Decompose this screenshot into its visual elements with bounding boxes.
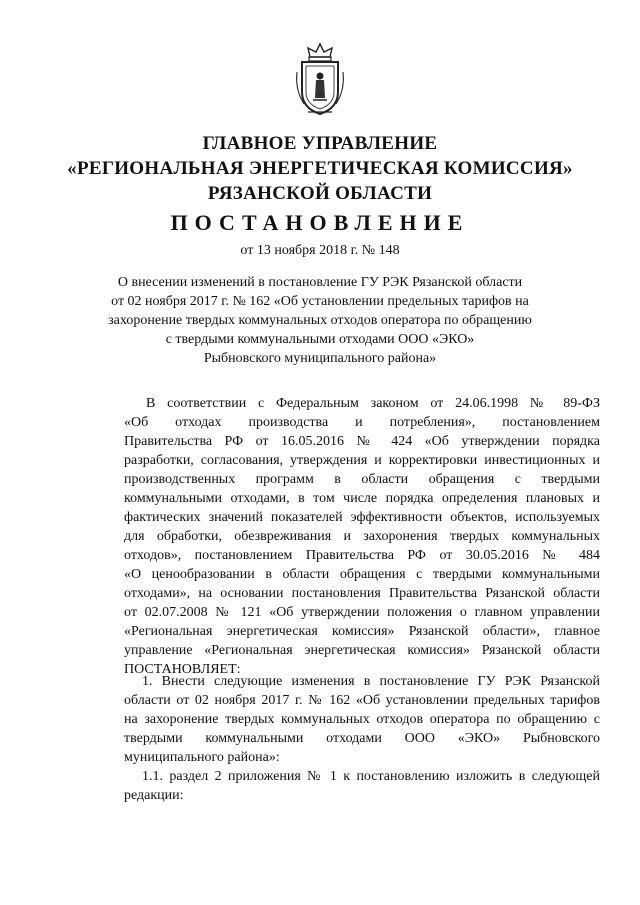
preamble-line: Правительства РФ от 16.05.2016 № 424 «Об утверждении порядка — [124, 434, 600, 449]
preamble-paragraph — [124, 394, 600, 679]
preamble-line: для обработки, обезвреживания и захоронения твердых коммунальных — [124, 529, 600, 544]
item-1-line: 1. Внести следующие изменения в постановление ГУ РЭК Рязанской — [142, 674, 600, 689]
resolves-keyword: ПОСТАНОВЛЯЕТ: — [124, 662, 241, 677]
item-1-line: муниципального района»: — [124, 750, 280, 765]
preamble-line: «Региональная энергетическая комиссия» Рязанской области», главное — [124, 624, 600, 639]
item-1-line: твердыми коммунальными отходами ООО «ЭКО» Рыбновского — [124, 731, 600, 746]
org-name-line-1: ГЛАВНОЕ УПРАВЛЕНИЕ — [202, 133, 438, 154]
preamble-line: коммунальными отходами, в том числе порядка определения плановых и — [124, 491, 600, 506]
subject-line: с твердыми коммунальными отходами ООО «ЭКО» — [165, 332, 475, 347]
subject-line: Рыбновского муниципального района» — [203, 351, 437, 366]
subject-line: захоронение твердых коммунальных отходов оператора по обращению — [108, 313, 532, 328]
document-subject — [0, 273, 640, 368]
org-name-line-2: «РЕГИОНАЛЬНАЯ ЭНЕРГЕТИЧЕСКАЯ КОМИССИЯ» — [67, 158, 573, 179]
preamble-line: от 02.07.2008 № 121 «Об утверждении положения о главном управлении — [124, 605, 600, 620]
coat-of-arms-emblem — [294, 42, 346, 118]
item-1-line: на захоронение твердых коммунальных отходов оператора по обращению с — [124, 712, 600, 727]
document-type-heading: ПОСТАНОВЛЕНИЕ — [170, 210, 470, 235]
document-date-number: от 13 ноября 2018 г. № 148 — [240, 243, 400, 258]
item-1-1-line: 1.1. раздел 2 приложения № 1 к постановлению изложить в следующей — [142, 769, 600, 784]
preamble-line: отходов», постановлением Правительства РФ от 30.05.2016 № 484 — [124, 548, 600, 563]
item-1-1-paragraph — [124, 767, 600, 805]
preamble-line: производственных программ в области обращения с твердыми — [124, 472, 600, 487]
subject-line: от 02 ноября 2017 г. № 162 «Об установлении предельных тарифов на — [111, 294, 529, 309]
preamble-line: «Об отходах производства и потребления», постановлением — [124, 415, 600, 430]
preamble-line: «О ценообразовании в области обращения с твердыми коммунальными — [124, 567, 600, 582]
preamble-line: фактических значений показателей эффективности объектов, используемых — [124, 510, 600, 525]
item-1-paragraph — [124, 672, 600, 767]
preamble-line: В соответствии с Федеральным законом от 24.06.1998 № 89-ФЗ — [146, 396, 600, 411]
preamble-line: управление «Региональная энергетическая комиссия» Рязанской области — [124, 643, 600, 658]
preamble-line: разработки, согласования, утверждения и корректировки инвестиционных и — [124, 453, 600, 468]
item-1-line: области от 02 ноября 2017 г. № 162 «Об установлении предельных тарифов — [124, 693, 600, 708]
item-1-1-line: редакции: — [124, 788, 184, 803]
preamble-line: отходами», на основании постановления Правительства Рязанской области — [124, 586, 600, 601]
subject-line: О внесении изменений в постановление ГУ РЭК Рязанской области — [117, 275, 523, 290]
org-name-line-3: РЯЗАНСКОЙ ОБЛАСТИ — [207, 183, 433, 204]
